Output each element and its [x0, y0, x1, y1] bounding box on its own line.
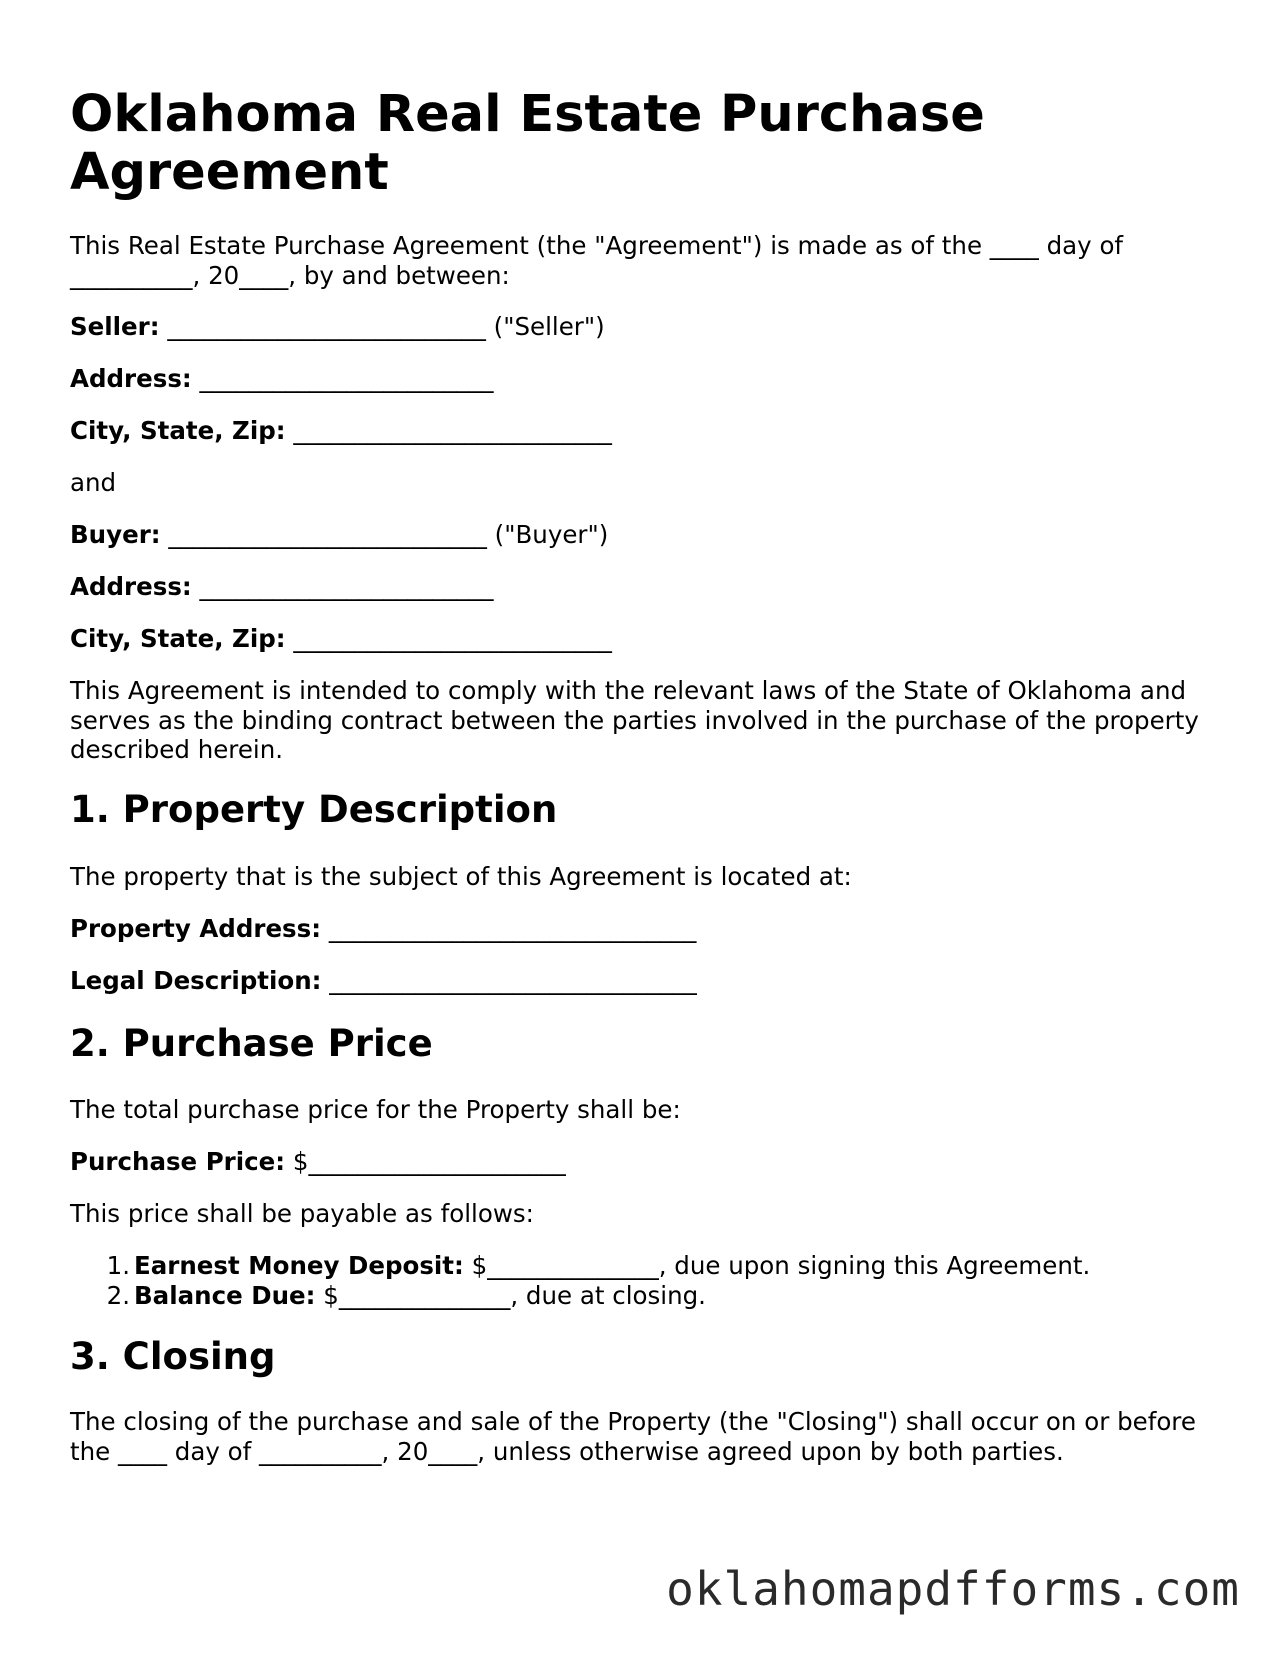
list-item-number: 1. — [106, 1251, 130, 1280]
list-item — [70, 1251, 1090, 1281]
property-address-field — [70, 914, 696, 944]
balance-due-label: Balance Due: — [134, 1281, 316, 1310]
seller-city-value: __________________________ — [285, 416, 612, 445]
property-address-value: ______________________________ — [321, 914, 697, 943]
purchase-price-value: $_____________________ — [285, 1147, 566, 1176]
watermark: oklahomapdfforms.com — [666, 1562, 1240, 1616]
buyer-name-value: __________________________ ("Buyer") — [160, 520, 609, 549]
buyer-name-field — [70, 520, 608, 550]
purchase-price-field — [70, 1147, 566, 1177]
seller-city-label: City, State, Zip: — [70, 416, 286, 445]
and-text: and — [70, 468, 117, 497]
list-item — [70, 1281, 1090, 1311]
earnest-money-label: Earnest Money Deposit: — [134, 1251, 464, 1280]
payment-list — [70, 1251, 1090, 1311]
buyer-name-label: Buyer: — [70, 520, 161, 549]
buyer-address-value: ________________________ — [191, 572, 494, 601]
buyer-city-value: __________________________ — [285, 624, 612, 653]
buyer-city-field — [70, 624, 612, 654]
buyer-city-label: City, State, Zip: — [70, 624, 286, 653]
seller-name-label: Seller: — [70, 312, 160, 341]
seller-address-label: Address: — [70, 364, 192, 393]
section1-text: The property that is the subject of this Agreement is located at: — [70, 862, 852, 891]
seller-name-value: __________________________ ("Seller") — [159, 312, 605, 341]
seller-name-field — [70, 312, 605, 342]
seller-address-value: ________________________ — [191, 364, 494, 393]
document-title: Oklahoma Real Estate Purchase Agreement — [70, 85, 985, 202]
legal-description-field — [70, 966, 697, 996]
legal-description-value: ______________________________ — [321, 966, 697, 995]
section1-heading: 1. Property Description — [70, 788, 558, 831]
list-item-number: 2. — [106, 1281, 130, 1310]
compliance-paragraph: This Agreement is intended to comply with the relevant laws of the State of Oklahoma and serves as the binding contract between the parties involved in the purchase of the property described herein. — [70, 676, 1199, 764]
purchase-price-label: Purchase Price: — [70, 1147, 286, 1176]
payable-text: This price shall be payable as follows: — [70, 1199, 534, 1228]
buyer-address-label: Address: — [70, 572, 192, 601]
buyer-address-field — [70, 572, 494, 602]
seller-city-field — [70, 416, 612, 446]
section3-heading: 3. Closing — [70, 1335, 276, 1378]
section2-heading: 2. Purchase Price — [70, 1022, 433, 1065]
seller-address-field — [70, 364, 494, 394]
section2-text: The total purchase price for the Property shall be: — [70, 1095, 681, 1124]
section3-text: The closing of the purchase and sale of the Property (the "Closing") shall occur on or before the ____ day of __________, 20____, unless otherwise agreed upon by both parties. — [70, 1407, 1196, 1466]
intro-paragraph: This Real Estate Purchase Agreement (the "Agreement") is made as of the ____ day of __________, 20____, by and between: — [70, 231, 1124, 290]
property-address-label: Property Address: — [70, 914, 322, 943]
legal-description-label: Legal Description: — [70, 966, 322, 995]
balance-due-value: $______________, due at closing. — [315, 1281, 706, 1310]
earnest-money-value: $______________, due upon signing this Agreement. — [463, 1251, 1091, 1280]
